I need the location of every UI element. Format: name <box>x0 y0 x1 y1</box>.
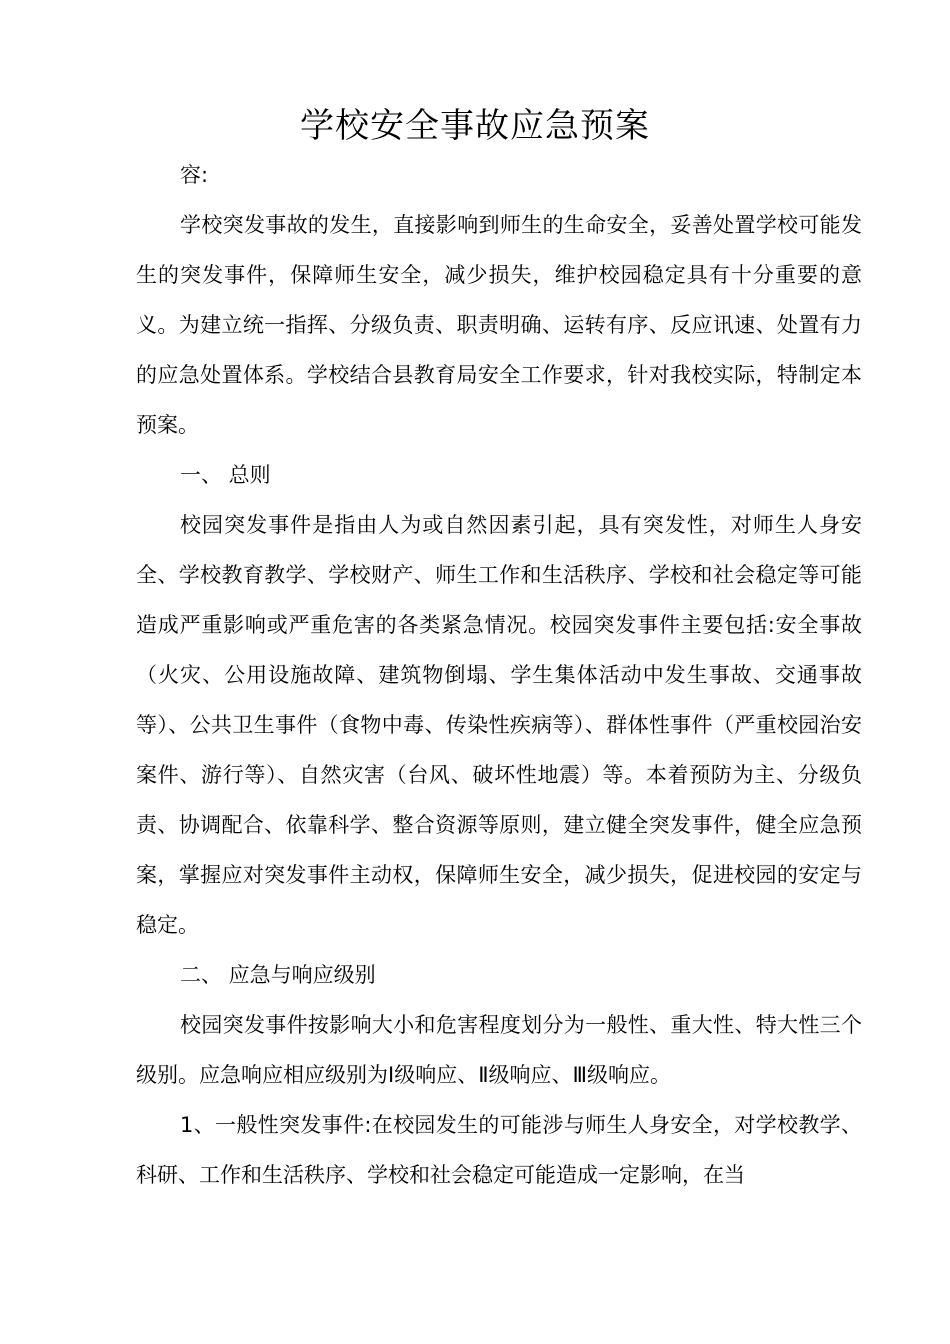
paragraph-definition: 校园突发事件是指由人为或自然因素引起，具有突发性，对师生人身安全、学校教育教学、学校财产、师生工作和生活秩序、学校和社会稳定等可能造成严重影响或严重危害的各类紧急情况。校园突发事件主要包括:安全事故（火灾、公用设施故障、建筑物倒塌、学生集体活动中发生事故、交通事故等）、公共卫生事件（食物中毒、传染性疾病等）、群体性事件（严重校园治安案件、游行等）、自然灾害（台风、破坏性地震）等。本着预防为主、分级负责、协调配合、依靠科学、整合资源等原则，建立健全突发事件，健全应急预案，掌握应对突发事件主动权，保障师生安全，减少损失，促进校园的安定与稳定。 <box>136 513 862 937</box>
paragraph-intro-label: 容: <box>180 163 209 187</box>
section-heading-response-levels: 二、 应急与响应级别 <box>180 963 376 987</box>
paragraph-levels: 校园突发事件按影响大小和危害程度划分为一般性、重大性、特大性三个级别。应急响应相应级别为Ⅰ级响应、Ⅱ级响应、Ⅲ级响应。 <box>136 1013 862 1087</box>
paragraph-general-incident: 1、一般性突发事件:在校园发生的可能涉与师生人身安全，对学校教学、科研、工作和生活秩序、学校和社会稳定可能造成一定影响，在当 <box>136 1113 862 1187</box>
section-heading-general: 一、 总则 <box>180 463 271 487</box>
paragraph-purpose: 学校突发事故的发生，直接影响到师生的生命安全，妥善处置学校可能发生的突发事件，保障师生安全，减少损失，维护校园稳定具有十分重要的意义。为建立统一指挥、分级负责、职责明确、运转有序、反应讯速、处置有力的应急处置体系。学校结合县教育局安全工作要求，针对我校实际，特制定本预案。 <box>136 213 862 437</box>
document-body <box>136 150 862 1200</box>
document-title: 学校安全事故应急预案 <box>300 106 650 146</box>
